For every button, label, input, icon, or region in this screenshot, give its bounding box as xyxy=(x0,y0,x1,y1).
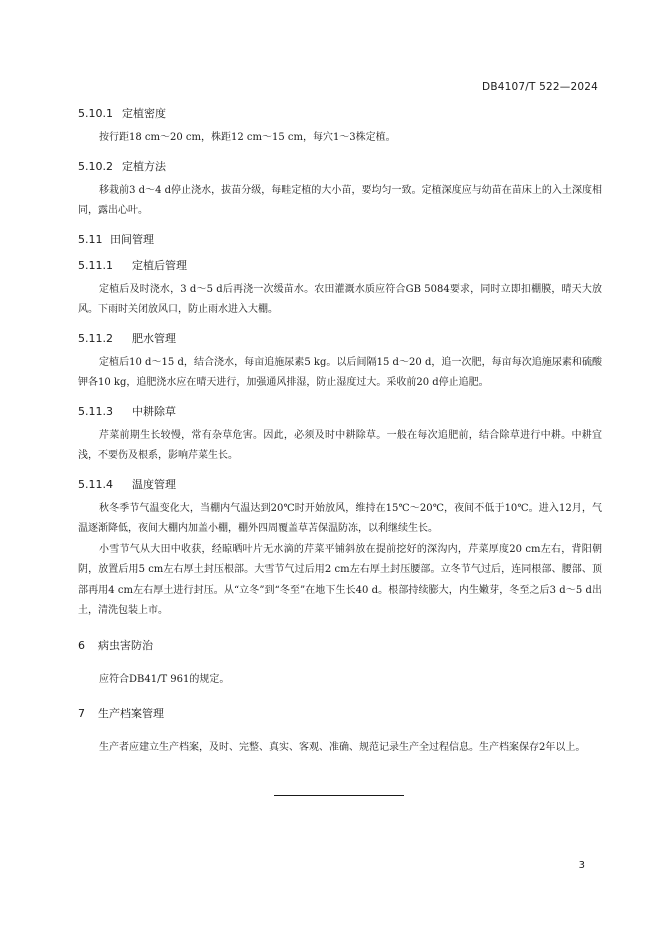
paragraph: 应符合DB41/T 961的规定。 xyxy=(99,673,230,685)
paragraph: 芹菜前期生长较慢，常有杂草危害。因此，必须及时中耕除草。一般在每次追肥前，结合除草进行中耕。中耕宜浅，不要伤及根系，影响芹菜生长。 xyxy=(78,429,602,461)
section-7 xyxy=(78,706,602,759)
section-5-11-3 xyxy=(78,404,602,467)
paragraph: 小雪节气从大田中收获，经晾晒叶片无水滴的芹菜平铺斜放在提前挖好的深沟内，芹菜厚度20 cm左右，背阳朝阴，放置后用5 cm左右厚土封压根部。大雪节气过后用2 cm左右厚土封压腰部。立冬节气过后，连同根部、腰部、顶部再用4 cm左右厚土进行封压。从“立冬”到“冬至”在地下生长40 d。根部持续膨大，内生嫩芽，冬至之后3 d～5 d出土，清洗包装上市。 xyxy=(78,543,602,616)
section-number: 5.11 xyxy=(78,232,103,246)
section-5-11-2 xyxy=(78,331,602,394)
paragraph: 移栽前3 d～4 d停止浇水，拔苗分级，每畦定植的大小苗，要均匀一致。定植深度应与幼苗在苗床上的入土深度相同，露出心叶。 xyxy=(78,184,602,216)
section-5-11 xyxy=(78,232,602,248)
section-title: 田间管理 xyxy=(110,232,154,246)
end-of-document-line xyxy=(274,795,404,796)
paragraph: 生产者应建立生产档案，及时、完整、真实、客观、准确、规范记录生产全过程信息。生产档案保存2年以上。 xyxy=(99,742,586,753)
section-number: 6 xyxy=(78,638,85,652)
section-title: 肥水管理 xyxy=(132,331,176,345)
document-code: DB4107/T 522—2024 xyxy=(482,81,598,93)
section-number: 5.11.3 xyxy=(78,404,113,418)
section-5-10-2 xyxy=(78,159,602,222)
section-title: 温度管理 xyxy=(132,477,176,491)
paragraph: 按行距18 cm～20 cm，株距12 cm～15 cm，每穴1～3株定植。 xyxy=(99,132,396,143)
section-title: 生产档案管理 xyxy=(98,707,164,720)
paragraph: 定植后10 d～15 d，结合浇水，每亩追施尿素5 kg。以后间隔15 d～20 d，追一次肥，每亩每次追施尿素和硫酸钾各10 kg，追肥浇水应在晴天进行，加强通风排湿，防止湿度过大。采收前20 d停止追肥。 xyxy=(78,356,602,388)
section-5-11-1 xyxy=(78,258,602,321)
document-body xyxy=(78,106,602,759)
section-number: 5.11.4 xyxy=(78,477,113,491)
section-6 xyxy=(78,638,602,691)
section-number: 5.10.2 xyxy=(78,159,113,173)
section-title: 定植后管理 xyxy=(132,258,187,272)
page-number: 3 xyxy=(578,860,585,871)
section-5-11-4 xyxy=(78,477,602,622)
section-number: 5.10.1 xyxy=(78,107,113,120)
section-number: 7 xyxy=(78,707,85,720)
paragraph: 秋冬季节气温变化大，当棚内气温达到20℃时开始放风，维持在15℃～20℃，夜间不低于10℃。进入12月，气温逐渐降低，夜间大棚内加盖小棚，棚外四周覆盖草苫保温防冻，以利继续生长。 xyxy=(78,502,602,534)
section-number: 5.11.2 xyxy=(78,331,113,345)
section-title: 中耕除草 xyxy=(132,404,176,418)
section-title: 病虫害防治 xyxy=(98,638,153,652)
section-title: 定植方法 xyxy=(122,159,166,173)
section-number: 5.11.1 xyxy=(78,258,113,272)
paragraph: 定植后及时浇水，3 d～5 d后再浇一次缓苗水。农田灌溉水质应符合GB 5084要求，同时立即扣棚膜，晴天大放风。下雨时关闭放风口，防止雨水进入大棚。 xyxy=(78,283,602,315)
section-5-10-1 xyxy=(78,106,602,149)
section-title: 定植密度 xyxy=(122,107,166,120)
